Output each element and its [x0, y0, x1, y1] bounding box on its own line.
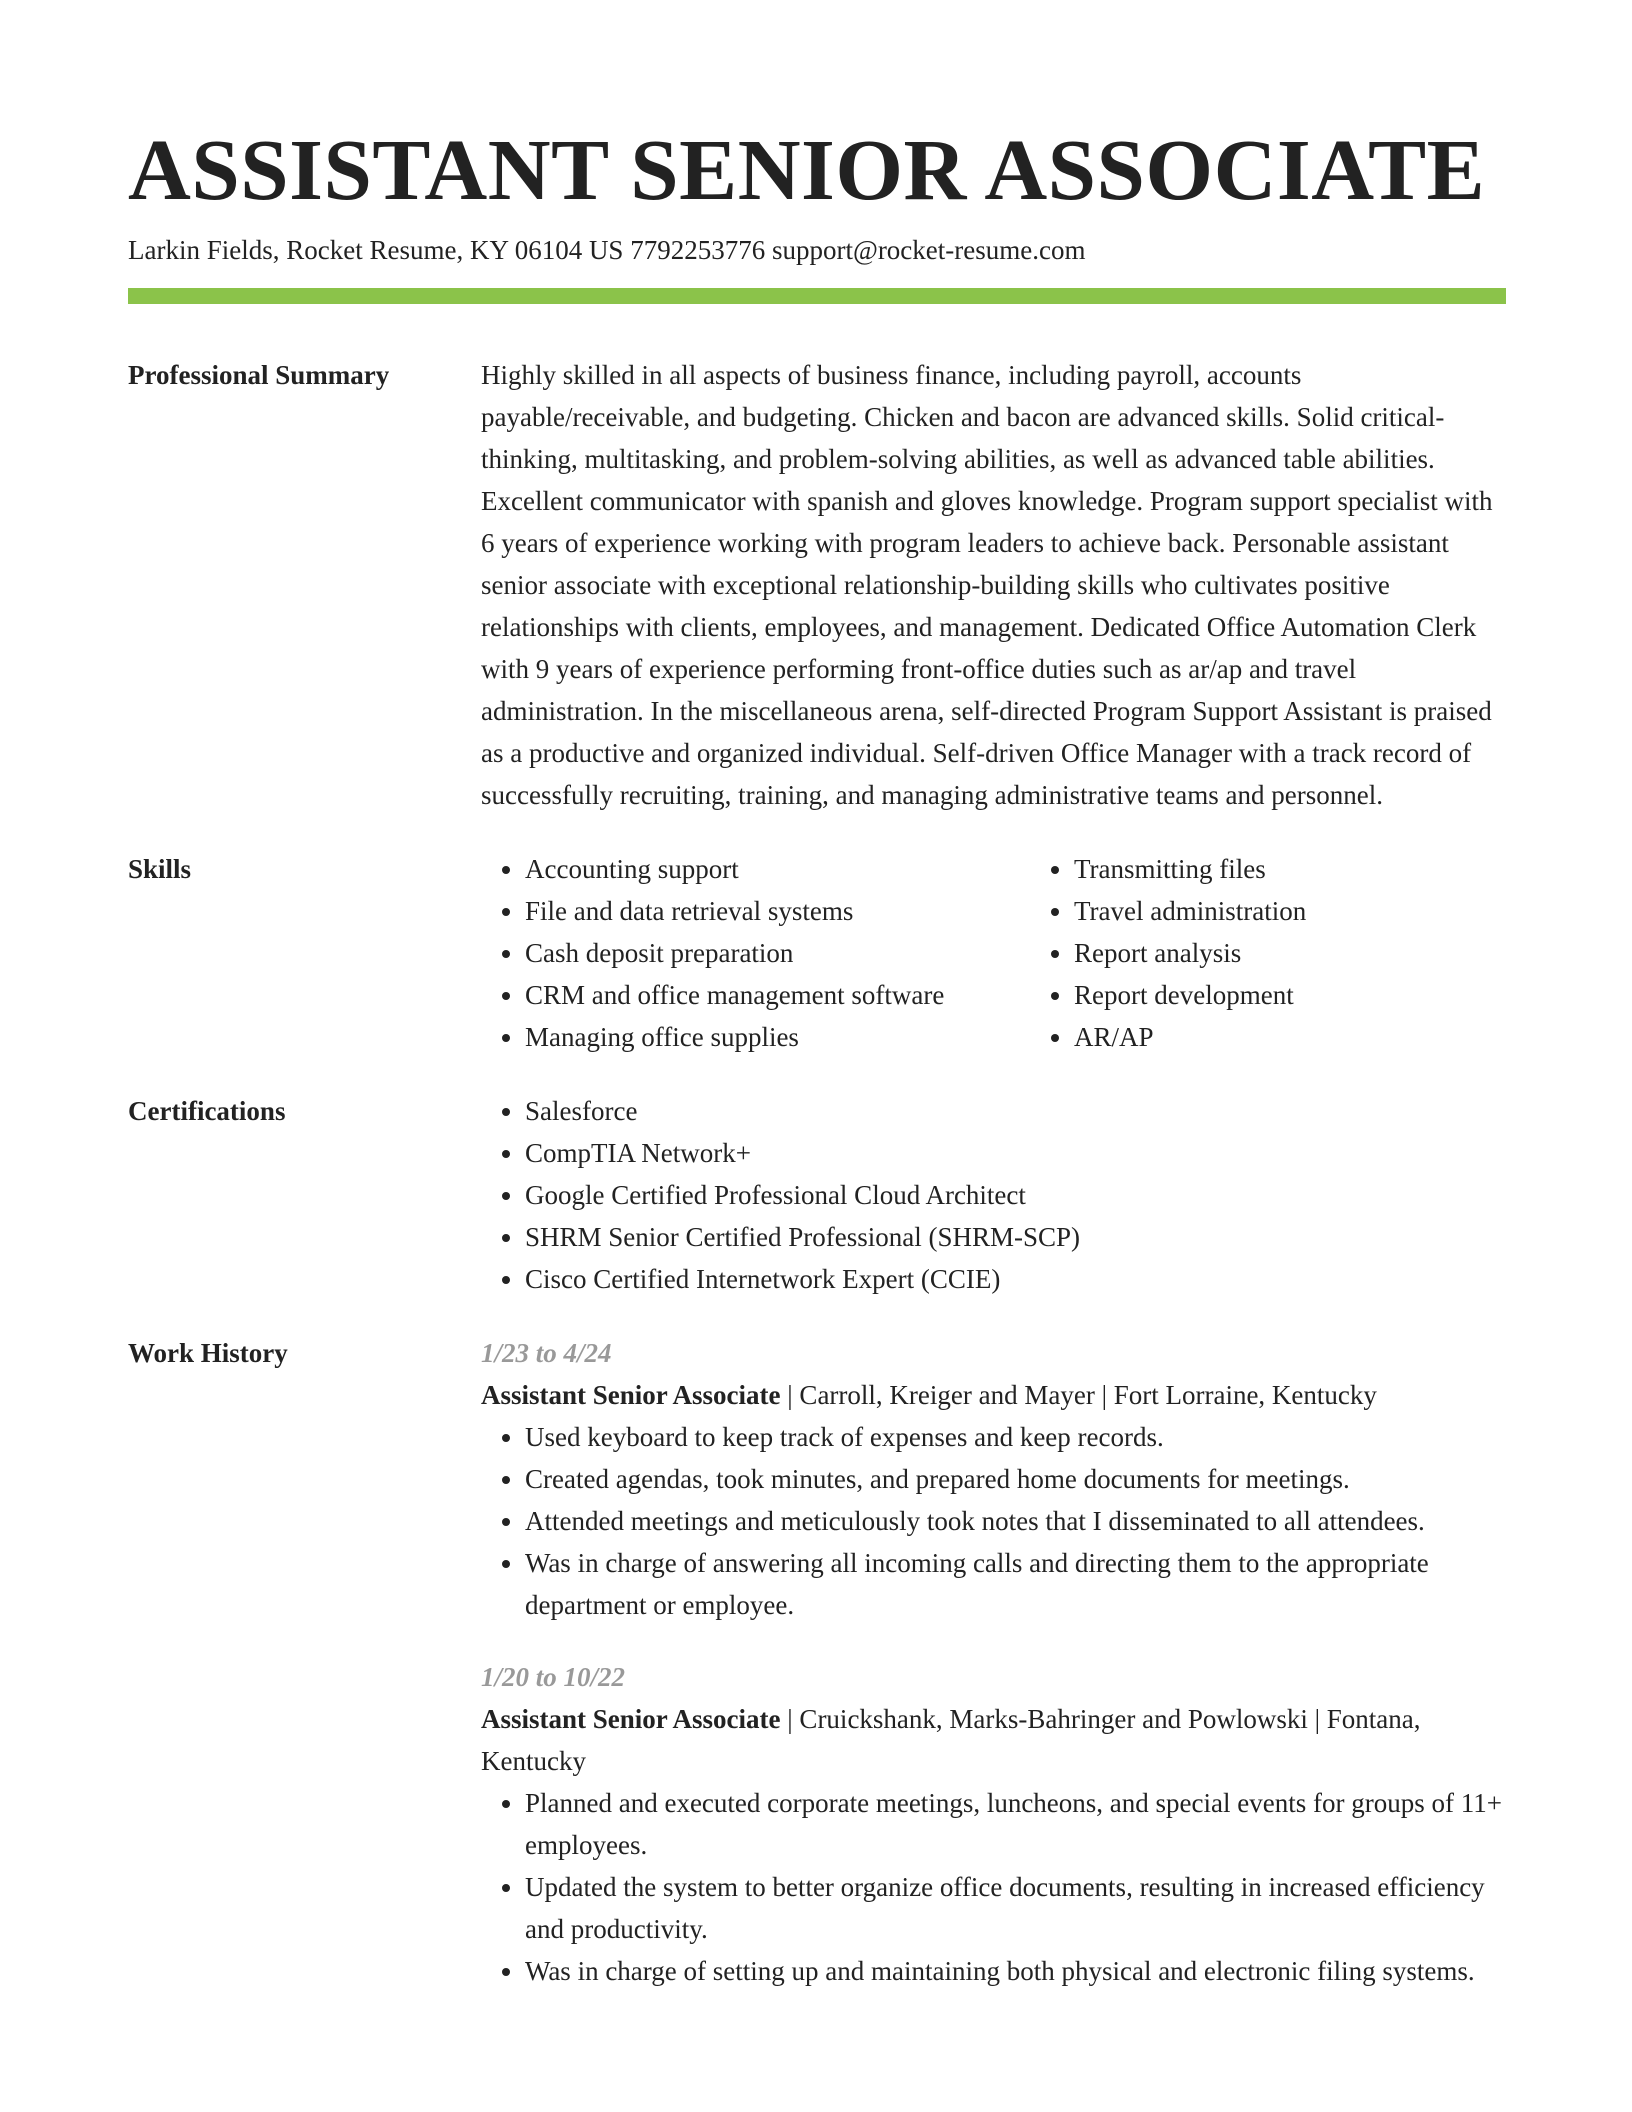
header-divider — [128, 288, 1506, 304]
skills-column-1 — [481, 848, 1030, 1058]
job-dates: 1/20 to 10/22 — [481, 1662, 626, 1692]
skill-item: • AR/AP — [1074, 1016, 1506, 1058]
skill-item: • Travel administration — [1074, 890, 1506, 932]
section-label-work-history: Work History — [128, 1338, 288, 1368]
skill-item: • CRM and office management software — [525, 974, 1030, 1016]
section-professional-summary — [128, 354, 1506, 816]
skill-item: • Managing office supplies — [525, 1016, 1030, 1058]
section-label-summary: Professional Summary — [128, 360, 390, 390]
certification-item: • CompTIA Network+ — [525, 1132, 1506, 1174]
skills-body — [481, 848, 1506, 1058]
job-title-line — [481, 1374, 1506, 1416]
skill-item: • Accounting support — [525, 848, 1030, 890]
job-bullet: • Planned and executed corporate meetings, luncheons, and special events for groups of 11+ employees. — [525, 1782, 1506, 1866]
job-bullet: • Was in charge of answering all incoming calls and directing them to the appropriate department or employee. — [525, 1542, 1506, 1626]
skills-columns — [481, 848, 1506, 1058]
job-bullet: • Was in charge of setting up and maintaining both physical and electronic filing systems. — [525, 1950, 1506, 1992]
job-employer-location: | Cruickshank, Marks-Bahringer and Powlowski | Fontana, Kentucky — [481, 1704, 1421, 1776]
job-entry — [481, 1332, 1506, 1626]
candidate-name: ASSISTANT SENIOR ASSOCIATE — [128, 121, 1486, 218]
section-certifications — [128, 1090, 1506, 1300]
skill-item: • Report analysis — [1074, 932, 1506, 974]
job-bullet: • Attended meetings and meticulously took notes that I disseminated to all attendees. — [525, 1500, 1506, 1542]
job-bullets — [481, 1782, 1506, 1992]
summary-text: Highly skilled in all aspects of business finance, including payroll, accounts payable/receivable, and budgeting. Chicken and bacon are advanced skills. Solid critical-thinking, multitasking, and problem-solving abilities, as well as advanced table abilities. Excellent communicator with spanish and gloves knowledge. Program support specialist with 6 years of experience working with program leaders to achieve back. Personable assistant senior associate with exceptional relationship-building skills who cultivates positive relationships with clients, employees, and management. Dedicated Office Automation Clerk with 9 years of experience performing front-office duties such as ar/ap and travel administration. In the miscellaneous arena, self-directed Program Support Assistant is praised as a productive and organized individual. Self-driven Office Manager with a track record of successfully recruiting, training, and managing administrative teams and personnel. — [481, 360, 1493, 810]
job-title: Assistant Senior Associate — [481, 1380, 781, 1410]
resume-page — [128, 118, 1506, 1992]
job-title: Assistant Senior Associate — [481, 1704, 781, 1734]
certifications-list — [481, 1090, 1506, 1300]
job-bullet: • Used keyboard to keep track of expenses and keep records. — [525, 1416, 1506, 1458]
section-label-skills: Skills — [128, 854, 192, 884]
certification-item: • SHRM Senior Certified Professional (SHRM-SCP) — [525, 1216, 1506, 1258]
skill-item: • Report development — [1074, 974, 1506, 1016]
certification-item: • Salesforce — [525, 1090, 1506, 1132]
work-history-body — [481, 1332, 1506, 1992]
skills-column-2 — [1030, 848, 1506, 1058]
certification-item: • Cisco Certified Internetwork Expert (CCIE) — [525, 1258, 1506, 1300]
job-bullet: • Created agendas, took minutes, and prepared home documents for meetings. — [525, 1458, 1506, 1500]
job-employer-location: | Carroll, Kreiger and Mayer | Fort Lorraine, Kentucky — [780, 1380, 1377, 1410]
section-work-history — [128, 1332, 1506, 1992]
section-label-certifications: Certifications — [128, 1096, 286, 1126]
job-title-line — [481, 1698, 1506, 1782]
certifications-body — [481, 1090, 1506, 1300]
job-dates: 1/23 to 4/24 — [481, 1338, 612, 1368]
skill-item: • Cash deposit preparation — [525, 932, 1030, 974]
certification-item: • Google Certified Professional Cloud Architect — [525, 1174, 1506, 1216]
job-entry — [481, 1656, 1506, 1992]
job-bullet: • Updated the system to better organize office documents, resulting in increased efficiency and productivity. — [525, 1866, 1506, 1950]
section-skills — [128, 848, 1506, 1058]
job-bullets — [481, 1416, 1506, 1626]
skill-item: • Transmitting files — [1074, 848, 1506, 890]
contact-line: Larkin Fields, Rocket Resume, KY 06104 US 7792253776 support@rocket-resume.com — [128, 235, 1086, 265]
skill-item: • File and data retrieval systems — [525, 890, 1030, 932]
